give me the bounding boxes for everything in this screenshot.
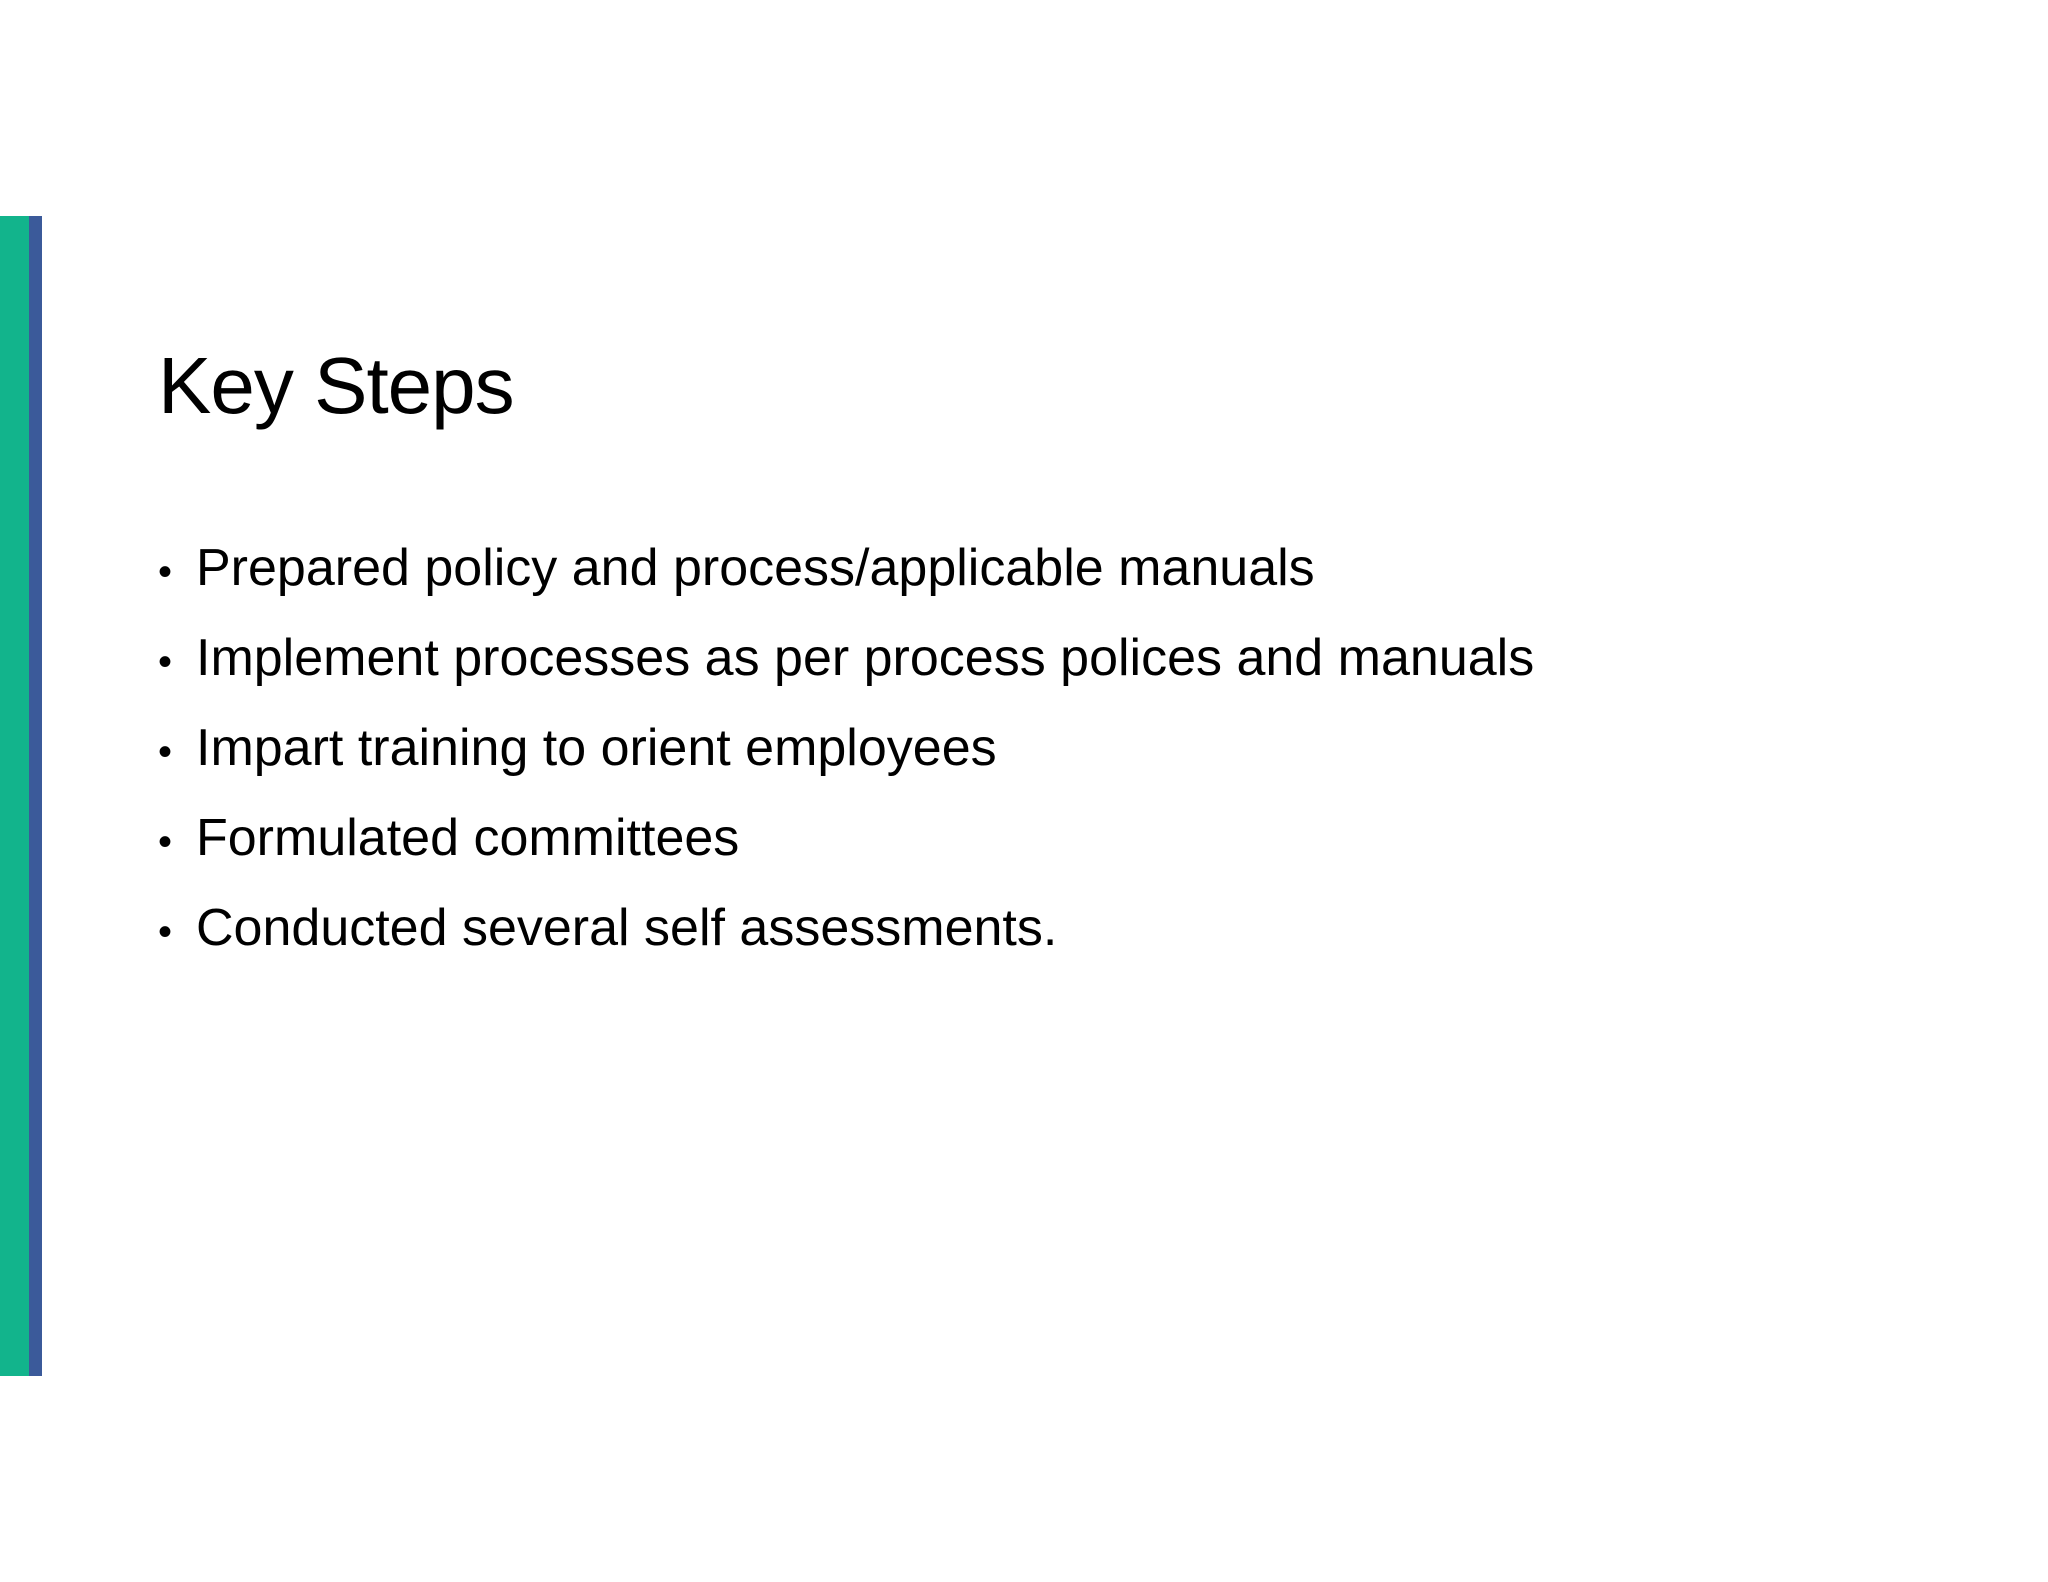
bullet-text: Prepared policy and process/applicable manuals [196,539,1315,597]
bullet-icon: • [158,820,173,864]
bullet-item [158,525,1534,615]
bullet-text: Conducted several self assessments. [196,899,1058,957]
accent-bar [0,216,42,1376]
bullet-icon: • [158,550,173,594]
accent-bar-green [0,216,29,1376]
bullet-text: Implement processes as per process polices and manuals [196,629,1535,687]
bullet-text: Formulated committees [196,809,740,867]
bullet-item [158,705,1534,795]
bullet-icon: • [158,640,173,684]
bullet-list [158,525,1534,975]
bullet-icon: • [158,910,173,954]
bullet-icon: • [158,730,173,774]
bullet-text: Impart training to orient employees [196,719,997,777]
bullet-item [158,795,1534,885]
bullet-item [158,615,1534,705]
slide-title: Key Steps [158,341,514,430]
bullet-item [158,885,1534,975]
accent-bar-blue [29,216,42,1376]
